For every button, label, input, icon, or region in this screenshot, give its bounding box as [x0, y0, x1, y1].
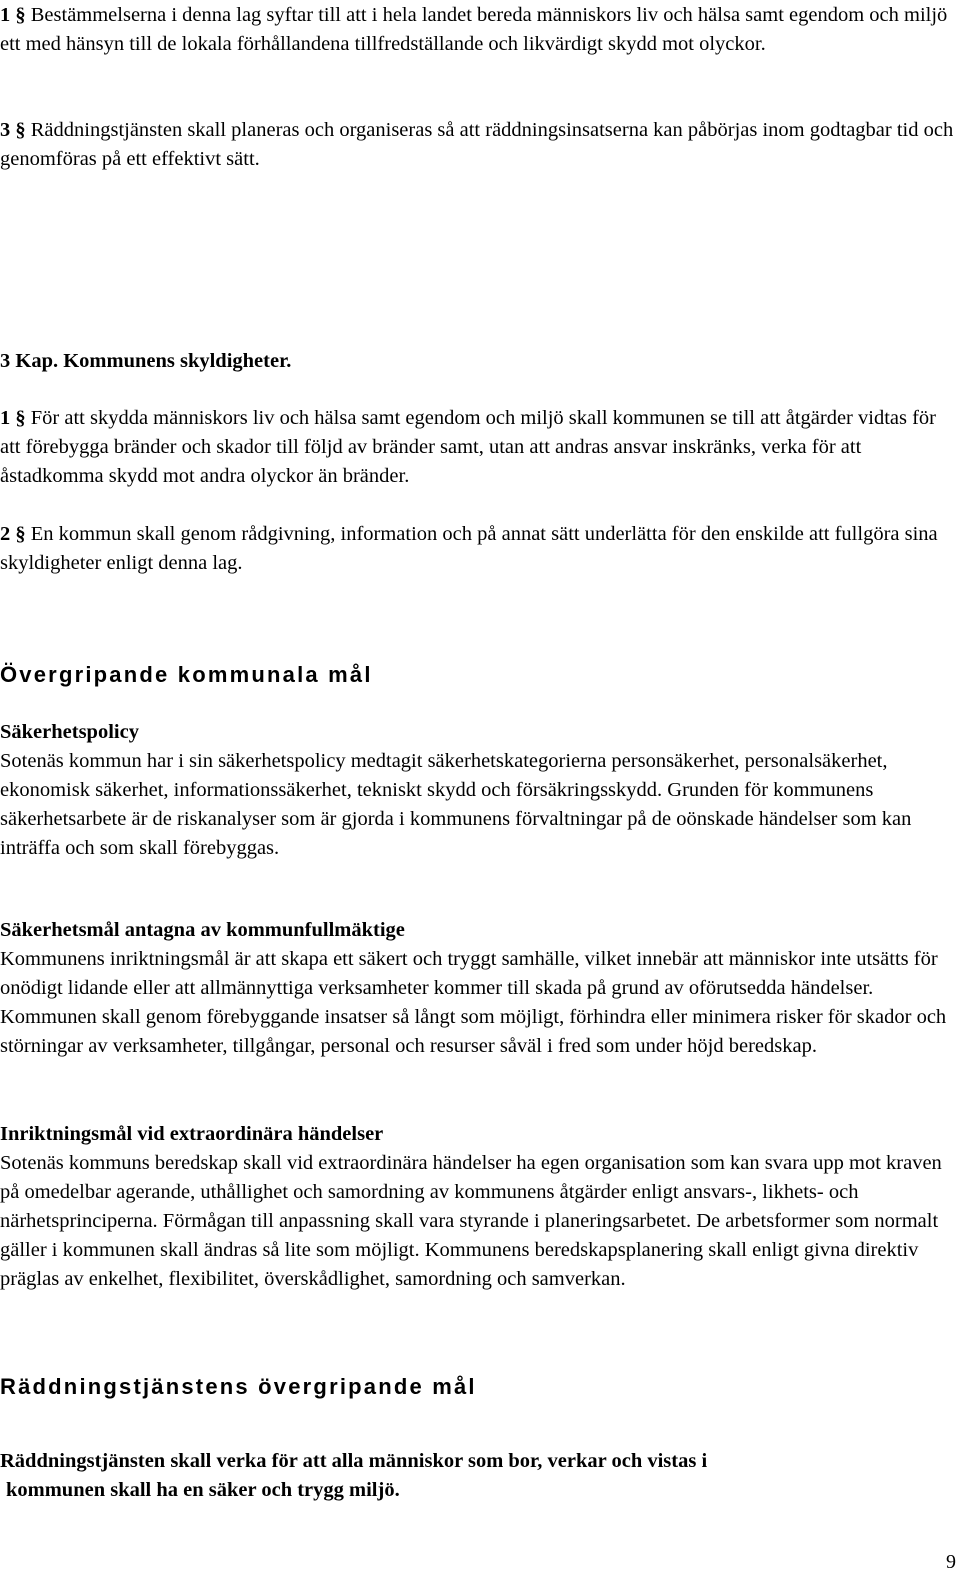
security-policy-title: Säkerhetspolicy [0, 721, 139, 743]
rescue-heading: Räddningstjänstens övergripande mål [0, 1374, 477, 1399]
chapter-paragraph-1 [0, 404, 956, 491]
extraordinary-text: Sotenäs kommuns beredskap skall vid extraordinära händelser ha egen organisation som kan svara upp mot kraven på omedelbar agerande, uthållighet och samordning av kommunens åtgärder enligt ansvars-, likhets- och närhetsprinciperna. Förmågan till anpassning skall vara styrande i planeringsarbetet. De arbetsformer som normalt gäller i kommunen skall ändras så lite som möjligt. Kommunens beredskapsplanering skall enligt givna direktiv präglas av enkelhet, flexibilitet, överskådlighet, samordning och samverkan. [0, 1152, 942, 1290]
paragraph-number: 1 [0, 407, 11, 429]
paragraph-text: Räddningstjänsten skall planeras och organiseras så att räddningsinsatserna kan påbörjas inom godtagbar tid och genomföras på ett effektivt sätt. [0, 119, 954, 170]
rescue-goal-line-2: kommunen skall ha en säker och trygg miljö. [6, 1479, 400, 1501]
paragraph-number: 2 [0, 523, 11, 545]
section-symbol: § [15, 4, 26, 26]
paragraph-number: 3 [0, 119, 11, 141]
law-paragraph-3 [0, 116, 956, 174]
paragraph-text: För att skydda människors liv och hälsa samt egendom och miljö skall kommunen se till att åtgärder vidtas för att förebygga bränder och skador till följd av bränder samt, utan att andras ansvar inskränks, verka för att åstadkomma skydd mot andra olyckor än bränder. [0, 407, 936, 487]
law-paragraph-1 [0, 1, 956, 59]
security-goals-text: Kommunens inriktningsmål är att skapa ett säkert och tryggt samhälle, vilket innebär att människor inte utsätts för onödigt lidande eller att allmännyttiga verksamheter kommer till skada på grund av oförutsedda händelser. Kommunen skall genom förebyggande insatser så långt som möjligt, förhindra eller minimera risker för skador och störningar av verksamheter, tillgångar, personal och resurser såväl i fred som under höjd beredskap. [0, 948, 947, 1057]
paragraph-text: Bestämmelserna i denna lag syftar till att i hela landet bereda människors liv och hälsa samt egendom och miljö ett med hänsyn till de lokala förhållandena tillfredställande och likvärdigt skydd mot olyckor. [0, 4, 948, 55]
security-policy-text: Sotenäs kommun har i sin säkerhetspolicy medtagit säkerhetskategorierna personsäkerhet, personalsäkerhet, ekonomisk säkerhet, informationssäkerhet, tekniskt skydd och försäkringsskydd. Grunden för kommunens säkerhetsarbete är de riskanalyser som är gjorda i kommunens förvaltningar på de oönskade händelser som kan inträffa och som skall förebyggas. [0, 750, 912, 859]
section-symbol: § [15, 523, 26, 545]
paragraph-text: En kommun skall genom rådgivning, information och på annat sätt underlätta för den enskilde att fullgöra sina skyldigheter enligt denna lag. [0, 523, 938, 574]
extraordinary-title: Inriktningsmål vid extraordinära händelser [0, 1123, 384, 1145]
page-number: 9 [946, 1551, 956, 1573]
goals-heading: Övergripande kommunala mål [0, 662, 373, 687]
paragraph-number: 1 [0, 4, 11, 26]
section-symbol: § [15, 407, 26, 429]
section-symbol: § [15, 119, 26, 141]
chapter-title: 3 Kap. Kommunens skyldigheter. [0, 350, 292, 372]
chapter-paragraph-2 [0, 520, 956, 578]
security-goals-title: Säkerhetsmål antagna av kommunfullmäktige [0, 919, 405, 941]
rescue-goal-line-1: Räddningstjänsten skall verka för att alla människor som bor, verkar och vistas i [0, 1450, 708, 1472]
